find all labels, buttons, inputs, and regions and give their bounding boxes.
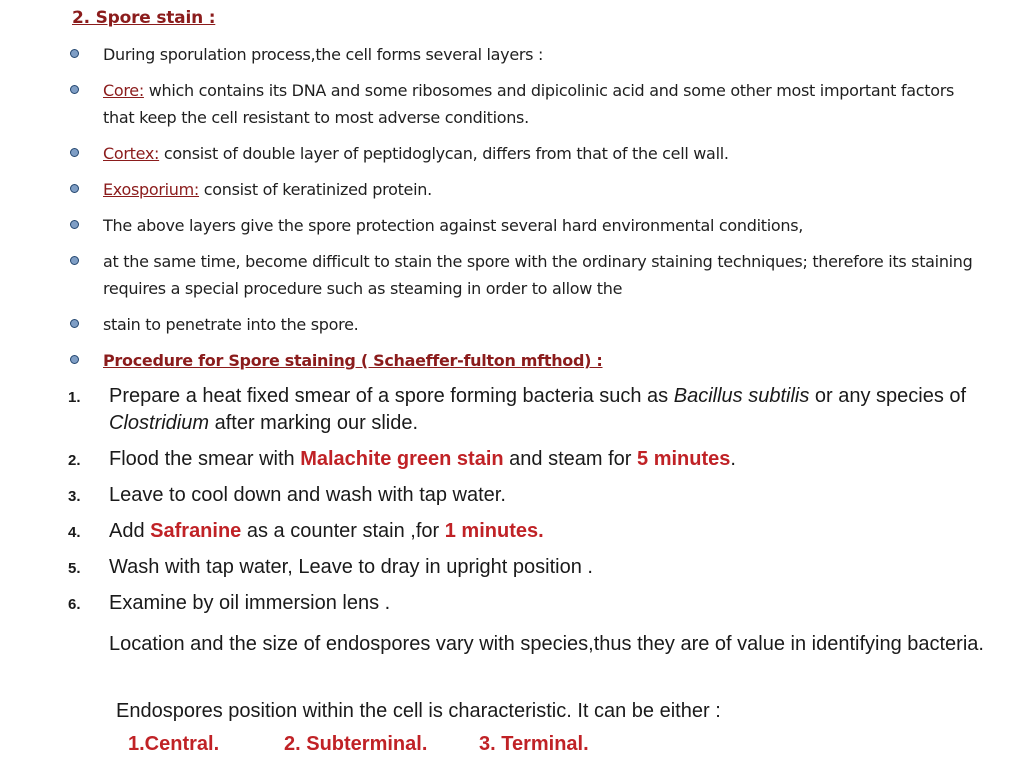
stain-highlight: Malachite green stain [300,448,504,470]
position-paragraph: Endospores position within the cell is characteristic. It can be either : [116,700,721,722]
cortex-label: Cortex: [103,144,160,163]
position-subterminal: 2. Subterminal. [284,733,428,755]
step-text: and steam for [503,448,638,470]
step-number: 4. [68,524,81,541]
exosporium-text: consist of keratinized protein. [199,180,432,199]
position-central: 1.Central. [128,733,220,755]
time-highlight: 5 minutes [637,448,731,470]
procedure-heading: Procedure for Spore staining ( Schaeffer-fulton mfthod) : [103,351,603,370]
step-text: after marking our slide. [209,412,419,434]
step-text: Add [109,520,151,542]
step-number: 3. [68,488,81,505]
bullet-icon [70,256,79,265]
step-text: Prepare a heat fixed smear of a spore forming bacteria such as [109,385,674,407]
core-text: which contains its DNA and some ribosomes and dipicolinic acid and some other most important factors that keep the cell resistant to most adverse conditions. [103,81,955,127]
core-label: Core: [103,81,144,100]
bullet-text: at the same time, become difficult to stain the spore with the ordinary staining techniques; therefore its staining requires a special procedure such as steaming in order to allow the [103,252,973,298]
bullet-text: stain to penetrate into the spore. [103,315,359,334]
bullet-icon [70,85,79,94]
bullet-icon [70,355,79,364]
step-text: as a counter stain ,for [241,520,445,542]
bullet-icon [70,220,79,229]
step-text: Leave to cool down and wash with tap water. [109,484,506,506]
step-text: Flood the smear with [109,448,301,470]
step-number: 1. [68,389,81,406]
position-terminal: 3. Terminal. [479,733,589,755]
step-text: or any species of [809,385,967,407]
exosporium-label: Exosporium: [103,180,199,199]
stain-highlight: Safranine [150,520,242,542]
bullet-icon [70,148,79,157]
step-number: 6. [68,596,81,613]
organism-name: Clostridium [109,412,210,434]
bullet-icon [70,319,79,328]
bullet-text: The above layers give the spore protection against several hard environmental conditions, [103,216,804,235]
step-number: 5. [68,560,81,577]
time-highlight: 1 minutes. [444,520,544,542]
step-text: Examine by oil immersion lens . [109,592,391,614]
step-number: 2. [68,452,81,469]
cortex-text: consist of double layer of peptidoglycan, differs from that of the cell wall. [159,144,729,163]
bullet-text: During sporulation process,the cell forms several layers : [103,45,544,64]
step-text: Wash with tap water, Leave to dray in upright position . [109,556,593,578]
bullet-icon [70,49,79,58]
organism-name: Bacillus subtilis [673,385,810,407]
step-text: . [730,448,736,470]
location-paragraph: Location and the size of endospores vary with species,thus they are of value in identifying bacteria. [109,633,984,655]
slide-title: 2. Spore stain : [72,8,216,28]
bullet-icon [70,184,79,193]
